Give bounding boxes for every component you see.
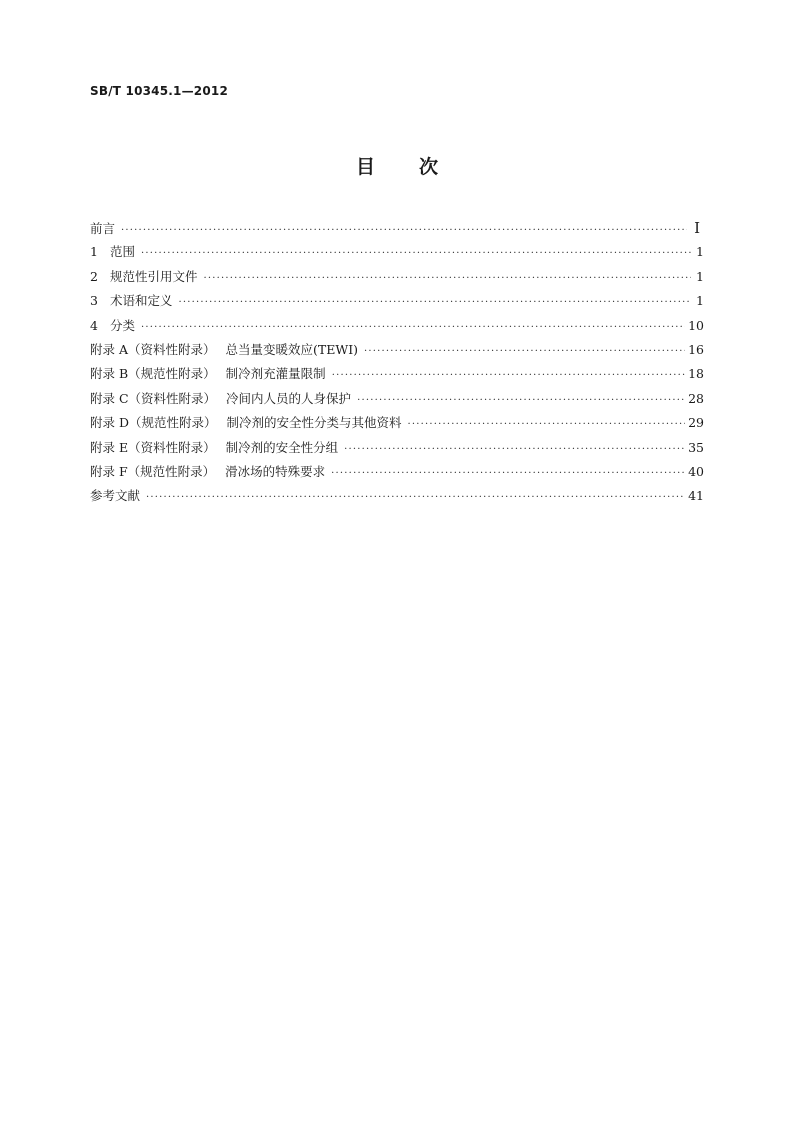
appendix-tag: 附录 D（规范性附录）	[90, 415, 217, 431]
toc-page-number: 1	[696, 268, 704, 284]
toc-page-number: 10	[688, 317, 704, 333]
dot-leader	[141, 316, 685, 340]
toc-page-number: 40	[688, 463, 704, 479]
toc-entry-appendix-a[interactable]	[90, 338, 704, 362]
toc-page-number: 41	[688, 488, 704, 504]
toc-entry-label-wrap	[90, 460, 325, 484]
toc-entry-label: 前言	[90, 221, 116, 236]
toc-entry-label: 滑冰场的特殊要求	[225, 463, 326, 479]
toc-entry-appendix-d[interactable]	[90, 411, 704, 435]
dot-leader	[357, 389, 685, 413]
toc-entry-label: 术语和定义	[110, 293, 173, 309]
toc-entry-label: 规范性引用文件	[110, 268, 198, 284]
toc-entry-scope[interactable]	[90, 240, 704, 264]
dot-leader	[331, 462, 685, 486]
page-title	[0, 152, 794, 179]
toc-entry-appendix-c[interactable]	[90, 387, 704, 411]
table-of-contents	[90, 216, 704, 509]
dot-leader	[332, 364, 685, 388]
toc-entry-terms-definitions[interactable]	[90, 289, 704, 313]
toc-entry-label: 冷间内人员的人身保护	[226, 390, 352, 406]
dot-leader	[364, 340, 685, 364]
toc-entry-label-wrap	[90, 484, 140, 508]
toc-entry-label-wrap	[90, 338, 358, 362]
appendix-tag: 附录 E（资料性附录）	[90, 439, 216, 455]
toc-entry-label-wrap	[90, 240, 135, 264]
title-char-2: 次	[419, 156, 439, 178]
toc-entry-label: 参考文献	[90, 488, 141, 504]
appendix-tag: 附录 A（资料性附录）	[90, 341, 216, 357]
toc-page-number: 1	[696, 244, 704, 260]
toc-entry-appendix-f[interactable]	[90, 460, 704, 484]
title-char-1: 目	[355, 156, 375, 178]
dot-leader	[179, 291, 691, 315]
toc-section-number: 3	[90, 293, 98, 309]
toc-entry-label-wrap	[90, 265, 198, 289]
dot-leader	[204, 267, 691, 291]
toc-page-number: 18	[688, 366, 704, 382]
document-code: SB/T 10345.1—2012	[90, 84, 228, 98]
appendix-tag: 附录 B（规范性附录）	[90, 366, 216, 382]
dot-leader	[146, 486, 685, 510]
toc-entry-label: 制冷剂充灌量限制	[225, 366, 326, 382]
toc-entry-label-wrap	[90, 217, 115, 241]
toc-entry-label-wrap	[90, 411, 402, 435]
toc-page-number: 1	[696, 293, 704, 309]
toc-section-number: 1	[90, 244, 98, 260]
toc-entry-classification[interactable]	[90, 314, 704, 338]
toc-entry-label: 分类	[110, 317, 136, 333]
toc-section-number: 2	[90, 268, 98, 284]
toc-entry-normative-references[interactable]	[90, 265, 704, 289]
dot-leader	[408, 413, 686, 437]
appendix-tag: 附录 F（规范性附录）	[90, 463, 216, 479]
toc-page-number: 28	[688, 390, 704, 406]
toc-page-number: 29	[688, 415, 704, 431]
toc-entry-label-wrap	[90, 314, 135, 338]
toc-entry-label-wrap	[90, 387, 351, 411]
toc-page-number: Ⅰ	[694, 219, 700, 237]
toc-entry-label-wrap	[90, 289, 173, 313]
toc-entry-label: 范围	[110, 244, 136, 260]
toc-entry-label: 制冷剂的安全性分组	[225, 439, 339, 455]
toc-entry-bibliography[interactable]	[90, 484, 704, 508]
appendix-tag: 附录 C（资料性附录）	[90, 390, 217, 406]
toc-entry-label-wrap	[90, 436, 338, 460]
toc-page-number: 35	[688, 439, 704, 455]
toc-entry-appendix-e[interactable]	[90, 436, 704, 460]
toc-entry-foreword[interactable]	[90, 216, 704, 240]
dot-leader	[121, 219, 687, 243]
dot-leader	[344, 438, 685, 462]
toc-page-number: 16	[688, 341, 704, 357]
toc-entry-label-wrap	[90, 362, 326, 386]
dot-leader	[141, 242, 691, 266]
toc-entry-appendix-b[interactable]	[90, 362, 704, 386]
toc-entry-label: 制冷剂的安全性分类与其他资料	[226, 415, 402, 431]
toc-entry-label: 总当量变暖效应(TEWI)	[225, 341, 359, 357]
toc-section-number: 4	[90, 317, 98, 333]
